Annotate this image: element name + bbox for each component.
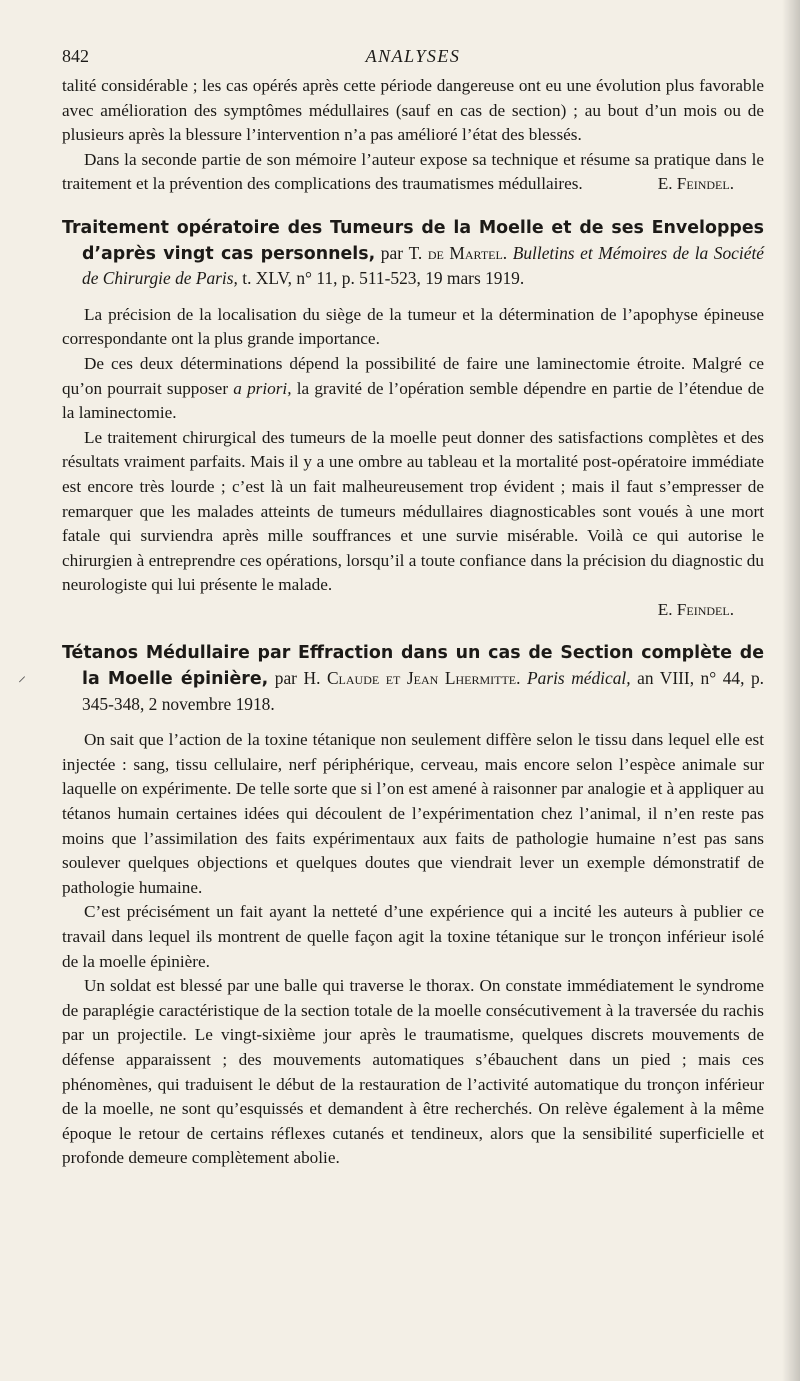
journal-reference: t. XLV, n° 11, p. 511-523, 19 mars 1919. — [242, 268, 525, 289]
review-tumeurs-moelle — [62, 215, 764, 623]
journal-reference: an VIII, n° 44, p. 345-348, 2 novembre 1918. — [82, 668, 765, 714]
reviewer-signature: E. Feindel. — [657, 599, 734, 619]
by-word: par — [274, 668, 297, 689]
article-title: Traitement opératoire des Tumeurs de la Moelle et de ses Enveloppes d’après vingt cas personnels, — [62, 217, 764, 264]
article-heading — [62, 640, 764, 716]
journal-name: Paris médical, — [527, 668, 631, 689]
running-title: ANALYSES — [365, 46, 461, 66]
by-word: par — [380, 242, 404, 263]
paragraph-text: De ces deux déterminations dépend la possibilité de faire une laminectomie étroite. Malgré ce qu’on pourrait supposer — [62, 353, 764, 398]
paragraph: Un soldat est blessé par une balle qui traverse le thorax. On constate immédiatement le syndrome de paraplégie caractéristique de la section totale de la moelle consécutivement à la traversée du rachis par un projectile. Le vingt-sixième jour après le traumatisme, quelques discrets mouvements de défense apparaissent ; des mouvements automatiques s’ébauchent dans un pied ; mais ces phénomènes, qui traduisent le début de la restauration de l’activité automatique du tronçon inférieur de la moelle, ne sont qu’esquissés et demandent à être recherchés. On relève également à la même époque le retour de certains réflexes cutanés et tendineux, alors que la sensibilité superficielle et profonde demeure complètement abolie. — [62, 976, 764, 1168]
italic-term: a priori, — [233, 378, 292, 398]
paragraph — [62, 148, 764, 197]
article-authors: H. Claude et Jean Lhermitte. — [303, 668, 521, 689]
article-title: Tétanos Médullaire par Effraction dans un cas de Section complète de la Moelle épinière, — [62, 643, 764, 690]
paragraph: On sait que l’action de la toxine tétanique non seulement diffère selon le tissu dans lequel elle est injectée : sang, tissu cellulaire, nerf périphérique, cerveau, mais encore selon l’espèce animale sur laquelle on expérimente. De telle sorte que si l’on est amené à raisonner par analogie et à appliquer au tétanos humain certaines idées qui découlent de l’expérimentation chez l’animal, il n’en reste pas moins que l’assimilation des faits expérimentaux aux faits de pathologie humaine n’est pas sans soulever quelques objections et quelques doutes que viendrait lever un exemple démonstratif de pathologie humaine. — [62, 730, 765, 897]
paragraph-text: la gravité de l’opération semble dépendre en partie de l’étendue de la laminectomie. — [62, 378, 765, 423]
article-heading — [62, 215, 764, 291]
article-author: T. de Martel. — [408, 242, 508, 263]
journal-name: Bulletins et Mémoires de la Société de Chirurgie de Paris, — [82, 242, 764, 289]
page-header — [62, 40, 764, 74]
margin-pencil-mark: ⸝ — [18, 668, 27, 685]
paragraph: C’est précisément un fait ayant la netteté d’une expérience qui a incité les auteurs à publier ce travail dans lequel ils montrent de quelle façon agit la toxine tétanique sur le tronçon inférieur isolé de la moelle épinière. — [62, 902, 764, 971]
paragraph: Le traitement chirurgical des tumeurs de la moelle peut donner des satisfactions complètes et des résultats vraiment parfaits. Mais il y a une ombre au tableau et la mortalité post-opératoire immédiate est encore très lourde ; c’est là un fait malheureusement trop évident ; mais il faut s’empresser de remarquer que les malades atteints de tumeurs médullaires diagnosticables sont voués à une mort fatale qui surviendra après mille souffrances et une survie misérable. Voilà ce qui autorise le chirurgien à entreprendre ces opérations, lorsqu’il a toute confiance dans la précision du diagnostic du neurologiste qui lui présente le malade. — [62, 427, 764, 595]
paragraph: La précision de la localisation du siège de la tumeur et la détermination de l’apophyse épineuse correspondante ont la plus grande importance. — [62, 304, 764, 349]
previous-review-end — [62, 74, 764, 197]
paragraph: talité considérable ; les cas opérés après cette période dangereuse ont eu une évolution plus favorable avec amélioration des symptômes médullaires (sauf en cas de section) ; au bout d’un mois ou de plusieurs après la blessure l’intervention n’a pas amélioré l’état des blessés. — [62, 76, 764, 145]
paragraph-text: Dans la seconde partie de son mémoire l’auteur expose sa technique et résume sa pratique dans le traitement et la prévention des complications des traumatismes médullaires. — [62, 149, 764, 194]
reviewer-signature: E. Feindel. — [657, 174, 734, 194]
paragraph — [62, 352, 764, 426]
page-edge-shadow — [782, 0, 800, 1381]
page-number: 842 — [62, 46, 89, 66]
review-tetanos-medullaire — [62, 640, 764, 1170]
